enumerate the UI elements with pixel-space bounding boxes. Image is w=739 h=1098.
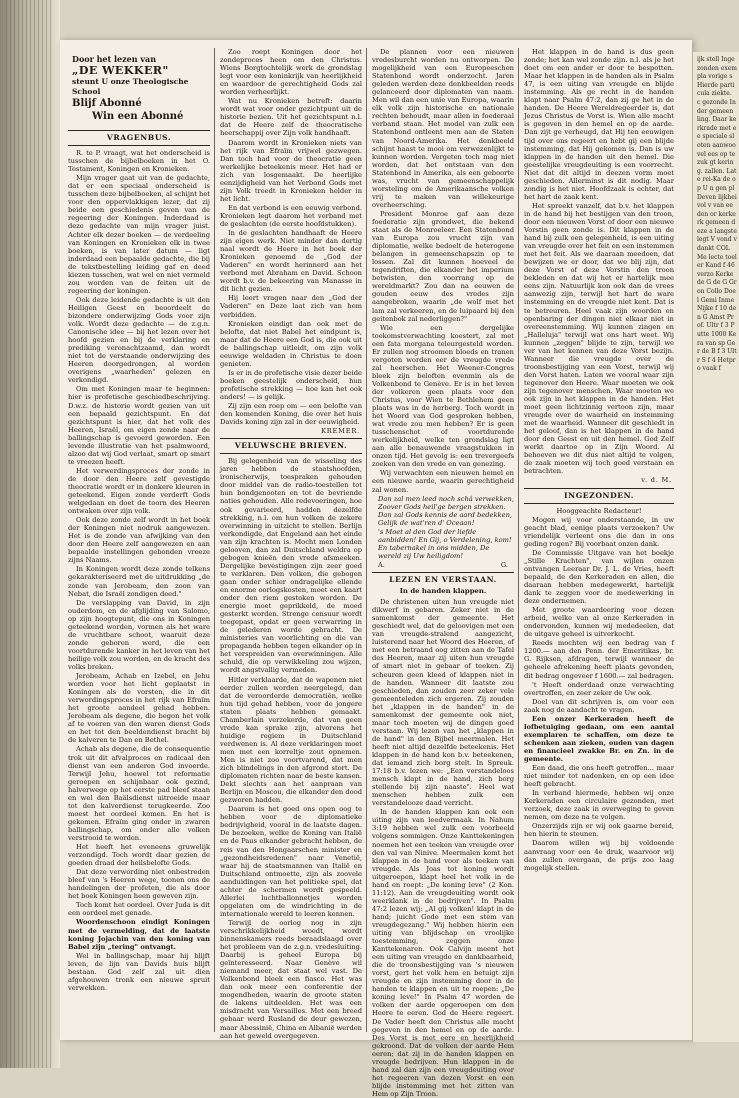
column-rule [366, 48, 367, 1032]
column-3 [372, 48, 514, 1098]
paragraph: Toch komt het oordeel. Over Juda is dit een oordeel met genade. [68, 901, 210, 918]
paragraph: Jerobeam, Achab en Izebel, en Jehu worden voor het licht geplaatst in Koningen als de vorsten, die in dit verwordingsproces in het rijk van Efraïm het groote aandeel gehad hebben. Jerobeam als degene, die begon het volk af te voeren van den waren dienst Gods en het tot den beeldendienst bracht bij de kalveren te Dan en Bethel. [68, 672, 210, 745]
poem-stanza: 's Moet al den God der liefde aanbidden! En Gij, o Verdelening, kom! En tabernakel in ons midden, De wereld zij Uw heiligdom! [378, 527, 512, 560]
paragraph: Doel van dit schrijven is, om voor een zaak nog de aandacht te vragen. [524, 697, 674, 714]
book-binding [0, 0, 60, 1068]
paragraph: Onzerzijds zijn er wij ook gaarne bereid, hen hierin te steunen. [524, 822, 674, 839]
paragraph: De plannen voor een nieuwen vredesburcht worden nu ontworpen. De mogelijkheid van een Europeeschen Statenbond wordt onderzocht. Jaren geleden werden deze denkbeelden reeds gelanceerd door diplomaten van naam. Men wil dan een unie van Europa, waarin elk volk zijn historische en nationale rechten behoudt, maar allen in foederaal verband staan. Het model van zulk een Statenbond ontleent men aan de Staten van Noord-Amerika. Het denkbeeld schijnt haast te mooi om verwezenlijkt te kunnen worden. Vergeten toch mag niet worden, dat het ontstaan van den Statenbond in Amerika, als een geboorte was, vrucht van gemeenschappelijk worsteling om de Amerikaansche volken vrij te maken van willekeurige overheersching. [372, 48, 514, 209]
signature-row [372, 561, 514, 569]
divider [524, 503, 674, 504]
advert-box [68, 48, 210, 127]
paragraph: Mogen wij voor onderstaande, in uw geacht blad, eenige plaats verzoeken? Uw vriendelijk verleent ons die dan in ons geding rogen? Bij voorbaat onzen dank. [524, 515, 674, 548]
paragraph: Terwijl de oorlog nog in zijn verschrikkelijkheid woedt, wordt binnenskamers reeds beraadslaagd over het probleem van de z.g.n. vredesluiting. Daarbij is geheel Europa bij geïnteresseerd. Naar Genève wil niemand meer, dat staat wel vast. De Volkenbond bleek een fiasco. Het was dan ook meer een conferentie der mogendheden, waarin de groote staten de lakens uitdeelden. Het was een misdracht van Versailles. Met een breed gebaar werd Rusland de deur gewezen, maar Abessinië, China en Albanië werden aan het geweld overgegeven. [220, 918, 362, 1040]
section-heading-vragenbus: VRAGENBUS. [106, 133, 172, 142]
paragraph: Reeds mochten wij een bedrag van f 1200.— aan den Penn. der Emeritikas, br. G. Rijksen, afdragen, terwijl wanneer de geheele afrekening heeft plaats gevonden, dit bedrag ongeveer f 1600.— zal bedragen. [524, 639, 674, 680]
signature-initial-a: A. [378, 560, 385, 569]
column-rule [518, 48, 519, 1032]
adjacent-page-text: ijk stell Ingezonden exempla vorige s Hierde particula ziekte. c gezonde Inder gemeen ling. Daar kerkrade met ee speciale sloten aanwoo vel ees op te zuk gt kering. zallen. Late rei-Ka de op U n gen pl Deven lijkhei vol v van ee den or kerkerk gemeen deze a langste legt V vond v dankt COL Me lecte toeler Kand f 46 verzo Kerke de G de G Gron Collo Doel Gemi Inme Nijke f 10 den G Amst Prof. Ultr f 3 Putte 1000 Kera van sp Ger de B f 3 Ultr S f 4 Hetpro vaak f [697, 56, 737, 373]
section-heading-veluwsche-brieven: VELUWSCHE BRIEVEN. [234, 441, 348, 451]
paragraph: Wij verwachten een nieuwen hemel en een nieuwe aarde, waarin gerechtigheid zal wonen. [372, 469, 514, 494]
divider [372, 572, 514, 573]
paragraph: Woordenschoon eindigt Koningen met de vermelding, dat de laatste koning Jojachin van den koning van Babel zijn „tering" ontvangt. [68, 918, 210, 951]
paragraph: Hitler verklaarde, dat de wapenen niet eerder zullen worden neergelegd, dan dat de veroorderde democratiën, welke hun tijd gehad hebben, voor de jongere staten plaats hebben gemaakt. Chamberlain verzekerde, dat van geen vrede kan sprake zijn, alvorens het huidige regiem in Duitschland verdwenen is. Al deze verklaringen moet men met een korreltje zout opnemen. Men is niet zoo voortvarend, dat men zich blindelings in den afgrond stort. De diplomaten richten naar de beste kansen. Dekt slechts aan het aanpraan van Berlijn en Moscou, die elkander den dood gezworen hadden. [220, 675, 362, 805]
paragraph: De verslapping van David, in zijn ouderdom, en de afglijding van Salomo, op zijn hoogtepunt, die ons in Koningen geteekend worden, vormen als het ware de vruchtbare schoot, waaruit deze zonde geboren werd, die een voortdurende kanker in het leven van het heilige volk zou worden, en de kracht des volks breken. [68, 598, 210, 671]
paragraph: Het heeft het eveneens gruwelijk verzondigd. Toch wordt daar gezien de goeden draad der heilsbelofte Gods. [68, 843, 210, 868]
signature-vdm: v. d. M. [641, 476, 672, 485]
column-1 [68, 48, 210, 1034]
paragraph: En dat verbond is een eeuwig verbond. Kronieken legt daarom het verband met de geslachten (de eerste hoofdstukken). [220, 203, 362, 228]
section-subheading: In de handen klappen. [399, 587, 487, 596]
paragraph: In de geslachten handhaaft de Heere zijn eigen werk. Niet minder dan dertig naal wordt de Heere in het boek der Kronieken genoemd de „God der Vaderen" en wordt herinnerd aan het verbond met Abraham en David. Schoon wordt b.v. de bekeering van Manasse in dit licht gezien. [220, 229, 362, 294]
newspaper-page [60, 40, 692, 1098]
divider [68, 130, 210, 131]
section-heading-ingezonden: INGEZONDEN. [564, 490, 634, 500]
paragraph: Wel in ballingschap, maar hij blijft leven, de lijn van Davids huis blijft bestaan. God zelf zal uit dien afgehouwen tronk een nieuwe spruit verwekken. [68, 951, 210, 992]
signature-initial-g: G. [500, 560, 508, 569]
divider [524, 488, 674, 489]
paragraph: Zij zijn een roep om — een belofte van den komenden Koning, die over het huis Davids koning zijn zal in der eeuwigheid. [220, 402, 362, 427]
paragraph: Bij gelegenheid van de wisseling des jaren hebben de staatshoofden, ironischerwijs, toespraken gehouden door middel van de radio-toestellen tot hun bondgenooten en tot de bevriende naties gehouden. Alle redevoeringen, hoe ook gevarieerd, hadden dezelfde strekking, n.l. om hun volken de zekere overwinning in uitzicht te stellen. Berlijn verkondigde, dat Engeland aan het einde van zijn krachten is. Mocht men Londen gelooven, dan zal Duitschland weldra op gebogen knieën den vrede afsmeeken. Dergelijke bevestigingen zijn zeer goed te verklaren. Den volken, die gebogen gaan onder schier ondragelijke ellende en enorme oorlogskosten, moet een kaart onder den riem gestoken worden. De energie moet geprikkeld, de moed gesterkt worden. Strenge censuur wordt toegepast, opdat er geen verwarring in de gelederen worde gebracht. De ministeries van voorlichting en die van propaganda hebben tegen elkander op in het verspreiden van overwinningen. Alle schuld, die op verwikkeling zou wijzen, wordt angstvallig vermeden. [220, 457, 362, 675]
paragraph: Ook deze zonde zelf wordt in het boek der Koningen niet nodruk aangewezen. Het is de zonde van afwijking van den door den Heere zelf aangewezen en aan bepaalde instellingen gebonden vreeze zijns Naams. [68, 516, 210, 565]
paragraph: Daarom is het goed ons open oog te hebben voor de diplomatieke bedrijvigheid, vooral in de laatste dagen. De bezoeken, welke de Koning van Italië en de Paus elkander gebracht hebben, de reis van den Hongaarschen minister en „gezondheidsredenen" naar Venetië, waar hij de staatsmannen van Italië en Duitschland ontmoette, zijn als zoovele aanduidingen van het politieke spel, dat achter de schermen wordt gespeeld. Allerlei luchtballonnetjes worden opgelaten om de windrichting in de internationale wereld te leeren kennen. [220, 805, 362, 918]
paragraph: Zoo roept Koningen door het zondeproces heen om den Christus. Wiens Borgtochtelijk werk de grondslag legt voor een koninkrijk van heerlijkheid en waardoor de gerechtigheid Gods zal worden verheerlijkt. [220, 48, 362, 97]
divider [220, 453, 362, 454]
paragraph: Achab als degene, die de consequentie trok uit dit afvalproces en radicaal den dienst van een anderen God invoerde. Terwijl Jehu, hoewel tot reformatie geroepen en schijnbaar ook gezind, halverwege op het eerste pad bleef staan en wel den Baälsdienst uitroeide maar tot den kalverdienst terugkeerde. Zoo moest het oordeel komen. En het is gekomen. Efraïm ging onder in zwaren ballingschap, om onder alle volken verstrooid te worden. [68, 745, 210, 842]
paragraph: Ook deze leidende gedachte is uit den Heiligen Geest en beoordeelt de bizondere onderwijzing Gods voor zijn volk. Wordt deze gedachte — de z.g.n. Canonische idee — bij het lezen over het hoofd gezien en bij de verklaring en prediking veronachtzaamd, dan wordt niet tot de verstaande onderwijzing des Heeren doorgedrongen, al worden overigens „waarheden" gelezen en verkondigd. [68, 295, 210, 385]
paragraph: Daarom wordt in Kronieken niets van het rijk van Efraïm vrijwel gezwegen. Dan toch had voor de theocratie geen werkelijke beteekenis meer. Het had er zich van losgemaakt. De heerlijke eenzijdigheid van het Verbond Gods met zijn Volk treedt in Kronieken helder in het licht. [220, 138, 362, 203]
paragraph: De Commissie Uitgave van het boekje „Stille Krachten", van wijlen onzen ontvangen Leeraar Dr. J. L. de Vries, heeft bepaald, de den Kerkeraden en allen, die daaraan hebben medegewerkt, hartelijk dank te zeggen voor de medewerking in deze ondernemen. [524, 548, 674, 606]
paragraph: Daarom willen wij bij voldoende aanvraag voor een 4e druk, waarvoor wij dan zullen overgaan, de prijs zoo laag mogelijk stellen. [524, 839, 674, 872]
paragraph: R. te P. vraagt, wat het onderscheid is tusschen de bijbelboeken in het O. Testament, Koningen en Kronieken. [68, 149, 210, 174]
paragraph: In Koningen wordt deze zonde telkens gekarakteriseerd met de uitdrukking „de zonde van Jerobeam, den zoon van Nebat, die Israël zondigen deed." [68, 565, 210, 598]
adjacent-page-edge [692, 52, 739, 1042]
paragraph: Het klappen in de hand is dus geen zonde; het kan wel zonde zijn. n.l. als je het doet om een ander er door te bespotten. Maar het klappen in de handen als in Psalm 47, is een uiting van vreugde en blijde instemming. Als ge recht in de handen klapt naar Psalm 47:2, dan zij ge het in de handen. De Heere Wereldregeerder is, dat Jezus Christus de Vorst is. Wien alle macht is gegeven in den hemel en op de aarde. Dan zijt ge verheugd, dat Hij ten eeuwigen tijd over ons regeert en hebt gij een blijde instemming, dat Hij gekomen is. Dan is uw klappen in de handen uit den hemel. Die geestelijke vreugdeuiting is een voorrecht. Niet dat dit altijd in deezen vorm moet geschieden. Allerminst is dit nodig. Maar zondig is het niet. Hoofdzaak is echter, dat het hart de zaak kent. [524, 48, 674, 201]
section-heading-lezen-en-verstaan: LEZEN EN VERSTAAN. [389, 575, 497, 584]
divider [220, 438, 362, 439]
salutation: Hooggeachte Redacteur! [556, 506, 642, 515]
paragraph: Kronieken eindigt dan ook met de belofte, dat niet Babel het eindpunt is, maar dat de Heere een God is, die ook uit de ballingschap uitleidt, om zijn volk eeuwige weldaden in Christus te doen genieten. [220, 319, 362, 368]
paragraph: De christenen uiten hun vreugde niet dikwerf in gebaren. Zeker niet in de samenkomst der gemeente. Het geschiedt wel, dat de geloovigen met een van vreugde-stralend aangezicht, luisterend naar het Woord des Heeren, of met een betraand oog zitten aan de Tafel des Heeren, maar zij uiten hun vreugde of smart niet in gebaar of teeken. Zij scheuren geen kleed of klappen niet in de handen. Wanneer dit laatste zou geschieden, dan zouden zeer zeker vele gemeenteleden zich ergeren. Zij zouden het „klappen in de handen" in de samenkomst der gemeente ook niet, maar toch moeten wij de dingen goed verstaan. Wij lezen van het „klappen in de hand" in den Bijbel meermalen. Het heeft niet altijd dezelfde beteekenis. Het klappen in de hand kon b.v. beteekenen, dat iemand zich borg stelt. In Spreuk. 17:18 b.v. lezen we: „Een verstandeloos mensch klapt in de hand, zich borg stellende bij zijn naaste". Heel wat menschen hebben zulk een verstandelooze daad verricht. [372, 598, 514, 808]
paragraph: Hij leert vragen naar den „God der Vaderen" en Deze laat zich van hem verbidden. [220, 294, 362, 319]
signature-kremer: KREMER. [321, 427, 360, 436]
column-4 [524, 48, 674, 1034]
advert-line-4: Blijf Abonné [72, 98, 142, 109]
column-2 [220, 48, 362, 1040]
advert-line-3: steunt U onze Theologische School [72, 77, 189, 96]
paragraph: Om met Koningen maar te beginnen: hier is profetische geschiedbeschrijving. D.w.z. de historie wordt gezien van uit een bepaald gezichtspunt. En dat gezichtspunt is hier, dat het volk des Heeren, Israël, om eigen zonde naar de ballingschap is gevoerd geworden. Een levende illustratie van het psalmwoord, alzoo dat wij God verlaat, smart op smart te vreezen heeft. [68, 385, 210, 466]
paragraph: In de handen klappen kan ook een uiting zijn van leedvermaak. In Nahum 3:19 hebben wel zulk een voorbeeld volgens sommigen. Onze Kanttekeningen noemen het een teeken van vreugde over den val van Ninive. Meermalen komt het klappen in de hand voor als teeken van vreugde. Als Joas tot koning wordt uitgeroepen, klapt heel het volk in de hand en roept: „De koning leve" (2 Kon. 11:12). Aan de vreugdeuiting wordt ook weerklank in de bedrijven". In Psalm 47:2 lezen wij: „Al gij volken! klapt in de hand; juicht Gode met een stem van vreugdegezang." Wij hebben hierin een uiting van blijdschap en vroolijke toestemming, zeggen onze Kanttekenaren. Ook Calvijn meent het een uiting van vreugde en dankbaarheid, die de troonsbestijging van 's nieuwen vorst, gert het volk hem en betuigt zijn vreugde en zijn instemming door in de handen te klappen en uit te roepen: „De koning leve!" In Psalm 47 worden de volken der aarde opgeroepen om den Heere te eeren. God de Heere regeert. De Vader heeft den Christus alle macht gegeven in den hemel en op de aarde. Des Vorst is met eere en heerlijkheid gekroond. Dat de volken der aarde Hem eeren; dat zij in de handen klappen en vreugde bedrijven. Hun klappen in de hand zal dan zijn een vreugdeuiting over het regeeren van dezen Vorst en een blijde instemming met het zitten van Hem op Zijn Troon. [372, 808, 514, 1098]
paragraph: Een daad, die ons heeft getroffen... maar niet minder tot nadenken, en op een idee heeft gebracht. [524, 764, 674, 789]
paragraph: President Monroe gaf aan deze foederatie zijn grondwet, die bekend staat als de Monroeleer. Een Statenbond van Europa zou vrucht zijn van diplomatie, welke bedoelt de heterogene belangen in gemeenschapszin op te lossen. Zal dit kunnen hoeveel de tegendriften, die elkander het imperium betwisten, den voorrang op de wereldmarkt? Zou dan na eeuwen de gouden eeuw des vredes zijn aangebroken, waarin „de wolf met het lam zal verkeeren, en de luipaard bij den geitenbok zal nederliggen?" [372, 209, 514, 323]
advert-title: „DE WEKKER" [72, 64, 169, 77]
paragraph: In verband hiermede, hebben wij onze Kerkeraden een circulaire gezonden, met verzoek, deze zaak in overweging te geven nemen, om deze na te volgen. [524, 789, 674, 822]
paragraph: Is er in de profetische visie dezer beide boeken geestelijk onderscheid, hun profetische strekking — hoe kan het ook anders! — is gelijk. [220, 368, 362, 401]
paragraph: Mijn vrager gaat uit van de gedachte, dat er een speciaal onderscheid is tusschen deze bijbelboeken, al schijnt het voor den oppervlakkigen lezer, dat zij beide een geschiedenis geven van de regeering der Koningen. Inderdaad is deze gedachte van mijn vrager juist. Achter elk dezer boeken — de verdeeling van Koningen en Kronieken elk in twee boeken, is van later datum — ligt inderdaad een bepaalde gedachte, die bij de tekstbestelling leiding gaf en deed kiezen tusschen, wat wel en niet vermeld zou worden van de feiten uit de regeering der koningen. [68, 174, 210, 295]
column-rule [214, 48, 215, 1032]
paragraph: Met groote waardeering voor dezen arbeid, welke van al onze Kerkeraden in ondervonden, kunnen wij mededeelen, dat de uitgave geheel is uitverkocht. [524, 606, 674, 639]
divider [68, 145, 210, 146]
advert-line-5: Win een Abonné [92, 111, 184, 122]
paragraph: Het spreekt vanzelf, dat b.v. het klappen in de hand bij het bestijgen van den troon, door een nieuwen Vorst of door een nieuwe Vorstin geen zonde is. Dit klappen in de hand bij zulk een gelegenheid, is een uiting van vreugde over het feit en een instemmen met het feit. Als we daaraan meedoen, dat bewijzen we er door, dat we blij zijn, dat deze Vorst of deze Vorstin den troon bekleden en dat wij het er hartelijk mee eens zijn. Natuurlijk kon ook dan de vrees aanwezig zijn, terwijl het hart de ware instemming en de vreugde niet kent. Dat is te betreuren. Heel vaak zijn woorden en openbaring der dingen niet elkaar niet in overeenstemming. Wij kunnen zingen en „Halleluja" terwijl wat ons hart weet. Wij kunnen „zeggen" blijde te zijn, terwijl we ver van het kennen van deze Vorst bezijn. Wanneer die vreugde over de troonsbestijging van een Vorst, terwijl wij den Vorst haten. Laten we vooral waar zijn tegenover den Heere. Waar moeten we ook zijn tegenover menschen. Waar moeten we ook zijn in het klappen in de handen. Het moet geen lichtzinnig vertoon zijn, maar vreugde over de waarheid en instemming met de waarheid. Wanneer dit geschiedt in het geloof, dan is het klappen in de hand door den Geest en uit den hemel. God Zelf werkt daartoe op in Zijn Woord. Al behoeven we dit dus niet altijd te volgen, de zaak moeten wij toch goed verstaan en betrachten. [524, 201, 674, 476]
poem-stanza: Dan zal men leed noch schâ verwekken, Zoover Gods heil'ge bergen strekken. Dan zal Gods kennis de aard bedekken, Gelijk de wat'ren d' Oceaan! [378, 494, 514, 527]
paragraph: Wie een dergelijke toekomstverwachting koestert, zal met een fata morgana teleurgesteld worden. Er zullen nog stroomen bloeds en tranen vergoten worden eer de vreugde vrede zal heerschen. Het Weener-Congres bleek zijn beloften evenmin als de Volkenbond te Genève. Er is in het leven der volkeren geen plaats voor den Christus, voor Wien te Bethlehem geen plaats was in de herberg. Toch wordt in het Woord van God gesproken hebben, wat vrede zou men hebben? Er is geen tusschenschot of voortdurende werkelijkheid, welke ten grondslag ligt aan alle benauwende vraagstukken in onzen tijd. Het gevolg is: een trevergeefs zoeken van den vrede en van genezing. [372, 323, 514, 469]
paragraph: Een onzer Kerkeraden heeft de lofbetuiging gedaan, om een aantal exemplaren te schaffen, om deze te schenken aan zieken, ouden van dagen en financieel zwakke Br. en Zn. in de gemeente. [524, 714, 674, 763]
advert-line-1: Door het lezen van [72, 54, 157, 64]
paragraph: Het verwerdingsproces der zonde in de door den Heere zelf gevestigde theocratie wordt er in donkere kleuren in geteekend. Eigen zonde verderft Gods welgedaan en doet de toorn des Heeren ontwaken over zijn volk. [68, 466, 210, 516]
paragraph: Wat nu Kronieken betreft: daarin wordt wat voor onder gezichtpunt uit de historie bezien. Uit het gezichtspunt n.l. dat de Heere zelf de theocratische heerschappij over Zijn volk handhaaft. [220, 97, 362, 138]
paragraph: 't Heeft onderdaad onze verwachting overtroffen, en zeer zeker de Uw ook. [524, 680, 674, 697]
paragraph: Dat deze verwording niet onbestreden bleef van 's Heeren wege, toonen ons de handelingen der profeten, die als door het boek Koningen heen geweven zijn. [68, 868, 210, 901]
binding-page-edges [6, 0, 52, 1068]
